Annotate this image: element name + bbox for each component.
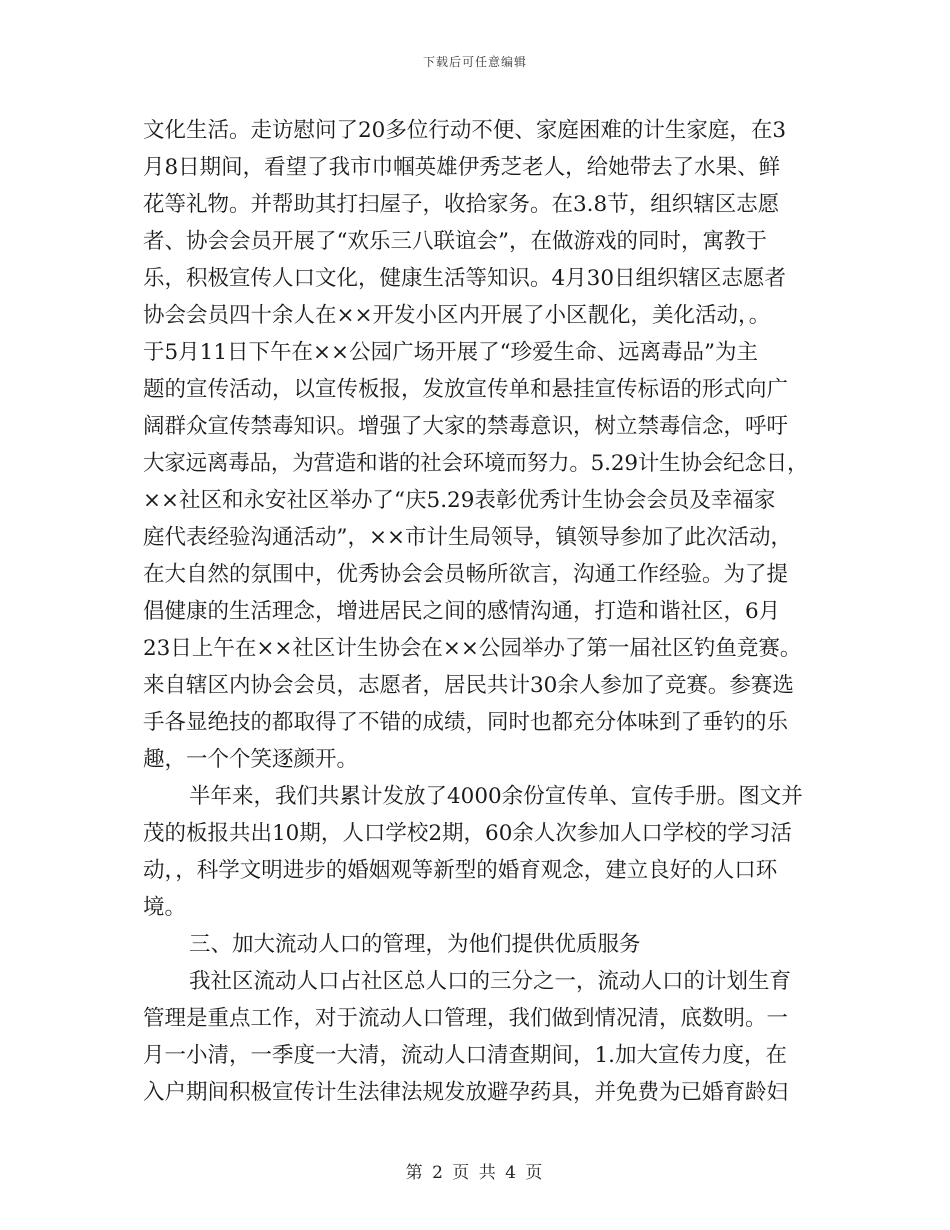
text-line: 庭代表经验沟通活动”，××市计生局领导，镇领导参加了此次活动， [143,525,793,550]
text-line: 于5月11日下午在××公园广场开展了“珍爱生命、远离毒品”为主 [143,340,759,365]
text-line: 在大自然的氛围中，优秀协会会员畅所欲言，沟通工作经验。为了提 [143,562,789,587]
text-line: 大家远离毒品，为营造和谐的社会环境而努力。5.29计生协会纪念日， [143,451,809,476]
text-line: 乐，积极宣传人口文化，健康生活等知识。4月30日组织辖区志愿者 [143,266,787,291]
text-line: 我社区流动人口占社区总人口的三分之一，流动人口的计划生育 [189,969,792,994]
page-header: 下载后可任意编辑 [422,55,527,69]
text-line: 阔群众宣传禁毒知识。增强了大家的禁毒意识，树立禁毒信念，呼吁 [143,414,789,439]
text-line: 文化生活。走访慰问了20多位行动不便、家庭困难的计生家庭，在3 [143,118,787,143]
text-line: 管理是重点工作，对于流动人口管理，我们做到情况清，底数明。一 [143,1006,789,1031]
text-line: 来自辖区内协会会员，志愿者，居民共计30余人参加了竞赛。参赛选 [143,673,794,698]
text-line: 题的宣传活动，以宣传板报，发放宣传单和悬挂宣传标语的形式向广 [143,377,789,402]
text-line: 茂的板报共出10期，人口学校2期，60余人次参加人口学校的学习活 [143,821,792,846]
page-number-footer: 第 2 页 共 4 页 [405,1163,545,1183]
text-line: 三、加大流动人口的管理，为他们提供优质服务 [189,932,641,957]
text-line: 23日上午在××社区计生协会在××公园举办了第一届社区钓鱼竞赛。 [143,636,802,661]
text-line: 倡健康的生活理念，增进居民之间的感情沟通，打造和谐社区，6月 [143,599,781,624]
text-line: 者、协会会员开展了“欢乐三八联谊会”，在做游戏的同时，寓教于 [143,229,767,254]
text-line: 半年来，我们共累计发放了4000余份宣传单、宣传手册。图文并 [189,784,803,809]
text-line: 手各显绝技的都取得了不错的成绩，同时也都充分体味到了垂钓的乐 [143,710,789,735]
text-line: 入户期间积极宣传计生法律法规发放避孕药具，并免费为已婚育龄妇 [143,1080,789,1105]
text-line: 协会会员四十余人在××开发小区内开展了小区靓化，美化活动，。 [143,303,771,328]
text-line: 月一小清，一季度一大清，流动人口清查期间，1.加大宣传力度，在 [143,1043,788,1068]
document-body [143,112,808,1111]
text-line: ××社区和永安社区举办了“庆5.29表彰优秀计生协会会员及幸福家 [143,488,776,513]
text-line: 境。 [143,895,187,920]
text-line: 动，，科学文明进步的婚姻观等新型的婚育观念，建立良好的人口环 [143,858,778,883]
text-line: 月8日期间，看望了我市巾帼英雄伊秀芝老人，给她带去了水果、鲜 [143,155,781,180]
text-line: 趣，一个个笑逐颜开。 [143,747,359,772]
text-line: 花等礼物。并帮助其打扫屋子，收拾家务。在3.8节，组织辖区志愿 [143,192,780,217]
